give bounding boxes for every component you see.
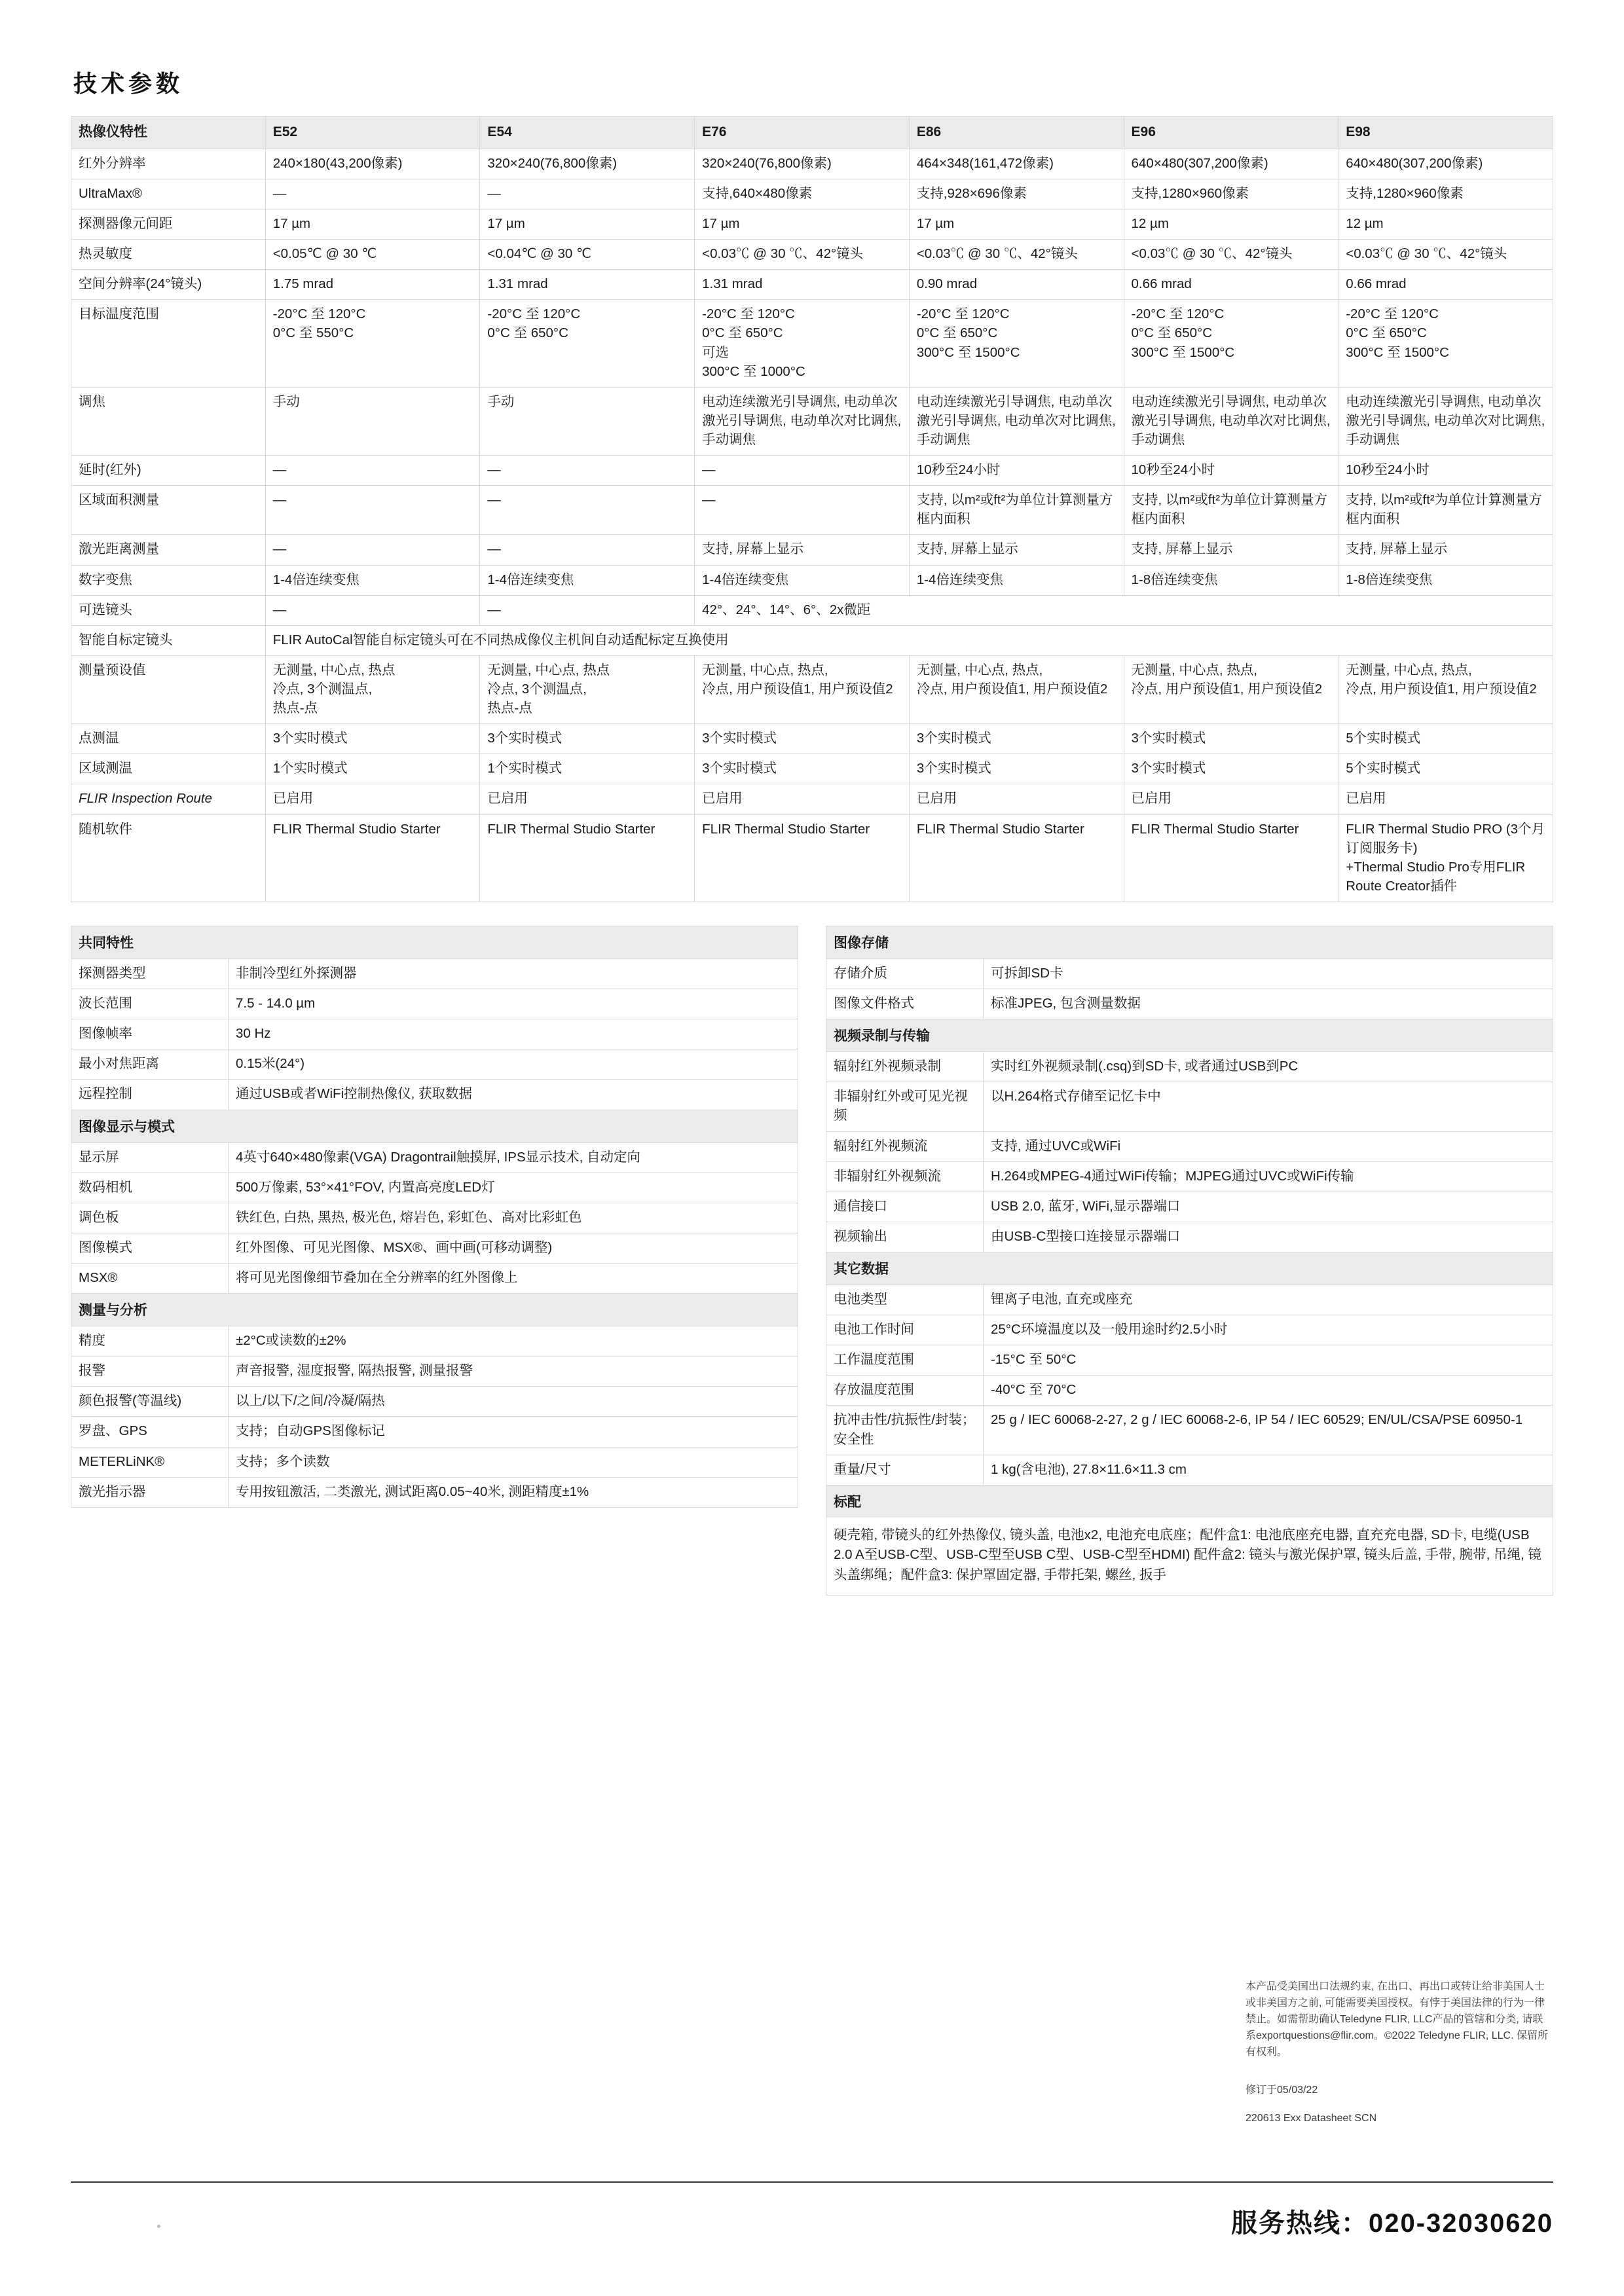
- table-row: [71, 1326, 798, 1357]
- spec-cell: —: [265, 486, 480, 535]
- spec-cell: FLIR Thermal Studio Starter: [909, 814, 1124, 902]
- spec-row: [71, 535, 1553, 565]
- spec-row-label: 空间分辨率(24°镜头): [71, 270, 266, 300]
- spec-cell: 无测量, 中心点, 热点, 冷点, 用户预设值1, 用户预设值2: [909, 655, 1124, 723]
- table-row: [826, 1131, 1553, 1161]
- spec-cell: 240×180(43,200像素): [265, 149, 480, 179]
- spec-cell: 5个实时模式: [1338, 754, 1553, 784]
- row-value: 铁红色, 白热, 黑热, 极光色, 熔岩色, 彩虹色、高对比彩虹色: [229, 1203, 798, 1233]
- row-label: 调色板: [71, 1203, 229, 1233]
- spec-cell: 3个实时模式: [1124, 724, 1338, 754]
- section-table: [826, 958, 1553, 1019]
- row-value: 实时红外视频录制(.csq)到SD卡, 或者通过USB到PC: [984, 1052, 1553, 1082]
- row-value: 7.5 - 14.0 µm: [229, 989, 798, 1019]
- spec-cell: 12 µm: [1124, 210, 1338, 240]
- spec-cell: 320×240(76,800像素): [480, 149, 695, 179]
- row-value: 1 kg(含电池), 27.8×11.6×11.3 cm: [984, 1455, 1553, 1485]
- spec-cell: 无测量, 中心点, 热点, 冷点, 用户预设值1, 用户预设值2: [695, 655, 910, 723]
- spec-cell: 1个实时模式: [480, 754, 695, 784]
- spec-cell: 3个实时模式: [265, 724, 480, 754]
- section-table: [826, 1051, 1553, 1252]
- section-title: 视频录制与传输: [826, 1019, 1553, 1051]
- table-row: [826, 1455, 1553, 1485]
- row-value: 声音报警, 湿度报警, 隔热报警, 测量报警: [229, 1357, 798, 1387]
- table-row: [826, 1345, 1553, 1376]
- spec-row-label: 点测温: [71, 724, 266, 754]
- row-label: 远程控制: [71, 1080, 229, 1110]
- section-title: 共同特性: [71, 926, 798, 958]
- spec-cell: <0.03℃ @ 30 ℃、42°镜头: [1124, 240, 1338, 270]
- spec-cell: 1-8倍连续变焦: [1124, 565, 1338, 595]
- spec-cell: 支持,1280×960像素: [1338, 179, 1553, 209]
- spec-row-label: 区域测温: [71, 754, 266, 784]
- legal-block: [1246, 1979, 1553, 2127]
- spec-cell: 3个实时模式: [695, 754, 910, 784]
- spec-row-label: FLIR Inspection Route: [71, 784, 266, 814]
- row-label: 工作温度范围: [826, 1345, 984, 1376]
- row-value: 将可见光图像细节叠加在全分辨率的红外图像上: [229, 1263, 798, 1293]
- spec-cell: 支持, 屏幕上显示: [695, 535, 910, 565]
- spec-cell: —: [265, 535, 480, 565]
- spec-cell: 支持, 以m²或ft²为单位计算测量方框内面积: [1124, 486, 1338, 535]
- section-title: 测量与分析: [71, 1294, 798, 1326]
- row-label: 存放温度范围: [826, 1376, 984, 1406]
- spec-cell: 手动: [480, 387, 695, 455]
- spec-cell: 支持, 以m²或ft²为单位计算测量方框内面积: [909, 486, 1124, 535]
- table-row: [71, 1203, 798, 1233]
- section-title: 图像显示与模式: [71, 1110, 798, 1142]
- table-row: [71, 1142, 798, 1173]
- table-row: [826, 1082, 1553, 1131]
- spec-cell: —: [265, 456, 480, 486]
- spec-cell: —: [480, 456, 695, 486]
- spec-row-label: 智能自标定镜头: [71, 625, 266, 655]
- row-value: 可拆卸SD卡: [984, 958, 1553, 989]
- spec-cell: 10秒至24小时: [1124, 456, 1338, 486]
- row-value: USB 2.0, 蓝牙, WiFi,显示器端口: [984, 1192, 1553, 1222]
- row-value: 支持, 通过UVC或WiFi: [984, 1131, 1553, 1161]
- spec-cell: 464×348(161,472像素): [909, 149, 1124, 179]
- spec-cell: —: [695, 456, 910, 486]
- spec-table-header-row: [71, 117, 1553, 149]
- row-label: MSX®: [71, 1263, 229, 1293]
- document-code: 220613 Exx Datasheet SCN: [1246, 2113, 1377, 2124]
- table-row: [826, 1161, 1553, 1192]
- spec-cell: 0.66 mrad: [1338, 270, 1553, 300]
- footer-rule: [71, 2181, 1553, 2183]
- spec-row: [71, 625, 1553, 655]
- row-value: 25°C环境温度以及一般用途时约2.5小时: [984, 1315, 1553, 1345]
- table-row: [71, 1019, 798, 1049]
- spec-cell: 1-4倍连续变焦: [265, 565, 480, 595]
- row-value: 25 g / IEC 60068-2-27, 2 g / IEC 60068-2-6, IP 54 / IEC 60529; EN/UL/CSA/PSE 60950-1: [984, 1406, 1553, 1455]
- spec-cell: 640×480(307,200像素): [1338, 149, 1553, 179]
- spec-cell: 无测量, 中心点, 热点 冷点, 3个测温点, 热点-点: [480, 655, 695, 723]
- row-value: 红外图像、可见光图像、MSX®、画中画(可移动调整): [229, 1233, 798, 1263]
- standard-text: 硬壳箱, 带镜头的红外热像仪, 镜头盖, 电池x2, 电池充电底座；配件盒1: 电池底座充电器, 直充充电器, SD卡, 电缆(USB 2.0 A至USB-C型、USB-C型至USB C型、USB-C型至HDMI) 配件盒2: 镜头与激光保护罩, 镜头后盖, 手带, 腕带, 吊绳, 镜头盖绑绳；配件盒3: 保护罩固定器, 手带托架, 螺丝, 扳手: [826, 1518, 1553, 1595]
- spec-cell: 已启用: [480, 784, 695, 814]
- row-label: 抗冲击性/抗振性/封装；安全性: [826, 1406, 984, 1455]
- spec-row-label: UltraMax®: [71, 179, 266, 209]
- spec-cell: 42°、24°、14°、6°、2x微距: [695, 595, 1553, 625]
- table-row: [71, 1049, 798, 1080]
- spec-row-label: 可选镜头: [71, 595, 266, 625]
- spec-header-model-E54: E54: [480, 117, 695, 149]
- spec-cell: FLIR Thermal Studio PRO (3个月订阅服务卡) +Thermal Studio Pro专用FLIR Route Creator插件: [1338, 814, 1553, 902]
- spec-cell: -20°C 至 120°C 0°C 至 650°C: [480, 300, 695, 387]
- row-label: 图像帧率: [71, 1019, 229, 1049]
- spec-cell: 支持, 以m²或ft²为单位计算测量方框内面积: [1338, 486, 1553, 535]
- spec-row: [71, 270, 1553, 300]
- table-row: [71, 1233, 798, 1263]
- spec-cell: —: [480, 595, 695, 625]
- spec-cell: 17 µm: [265, 210, 480, 240]
- table-row: [71, 958, 798, 989]
- spec-cell: 320×240(76,800像素): [695, 149, 910, 179]
- spec-cell: 1-8倍连续变焦: [1338, 565, 1553, 595]
- lower-columns: [71, 926, 1553, 1595]
- section-title: 图像存储: [826, 926, 1553, 958]
- spec-cell: 支持,640×480像素: [695, 179, 910, 209]
- spec-row-label: 热灵敏度: [71, 240, 266, 270]
- spec-cell: <0.03℃ @ 30 ℃、42°镜头: [1338, 240, 1553, 270]
- left-column: [71, 926, 798, 1595]
- spec-cell: 已启用: [1124, 784, 1338, 814]
- row-value: -15°C 至 50°C: [984, 1345, 1553, 1376]
- spec-row-label: 探测器像元间距: [71, 210, 266, 240]
- row-value: -40°C 至 70°C: [984, 1376, 1553, 1406]
- spec-cell: 支持, 屏幕上显示: [1338, 535, 1553, 565]
- service-hotline: 服务热线：020-32030620: [1230, 2209, 1553, 2238]
- spec-row: [71, 565, 1553, 595]
- spec-row-label: 数字变焦: [71, 565, 266, 595]
- spec-cell: <0.04℃ @ 30 ℃: [480, 240, 695, 270]
- spec-row: [71, 595, 1553, 625]
- row-label: 通信接口: [826, 1192, 984, 1222]
- row-label: 辐射红外视频录制: [826, 1052, 984, 1082]
- table-row: [71, 1447, 798, 1477]
- row-label: 颜色报警(等温线): [71, 1387, 229, 1417]
- spec-cell: 无测量, 中心点, 热点, 冷点, 用户预设值1, 用户预设值2: [1338, 655, 1553, 723]
- section-title: 其它数据: [826, 1252, 1553, 1285]
- row-value: 锂离子电池, 直充或座充: [984, 1285, 1553, 1315]
- spec-header-model-E86: E86: [909, 117, 1124, 149]
- row-value: H.264或MPEG-4通过WiFi传输；MJPEG通过UVC或WiFi传输: [984, 1161, 1553, 1192]
- row-label: 显示屏: [71, 1142, 229, 1173]
- spec-row-label: 随机软件: [71, 814, 266, 902]
- row-label: 数码相机: [71, 1173, 229, 1203]
- spec-cell: -20°C 至 120°C 0°C 至 650°C 300°C 至 1500°C: [1338, 300, 1553, 387]
- spec-cell: 无测量, 中心点, 热点 冷点, 3个测温点, 热点-点: [265, 655, 480, 723]
- spec-row-label: 测量预设值: [71, 655, 266, 723]
- row-value: 0.15米(24°): [229, 1049, 798, 1080]
- spec-header-model-E52: E52: [265, 117, 480, 149]
- spec-cell: 已启用: [695, 784, 910, 814]
- spec-cell: 1.31 mrad: [695, 270, 910, 300]
- spec-cell: 已启用: [265, 784, 480, 814]
- row-value: 500万像素, 53°×41°FOV, 内置高亮度LED灯: [229, 1173, 798, 1203]
- spec-cell: 0.66 mrad: [1124, 270, 1338, 300]
- spec-row-label: 红外分辨率: [71, 149, 266, 179]
- row-value: 非制冷型红外探测器: [229, 958, 798, 989]
- spec-cell: 3个实时模式: [909, 724, 1124, 754]
- spec-row-label: 区域面积测量: [71, 486, 266, 535]
- spec-cell: <0.05℃ @ 30 ℃: [265, 240, 480, 270]
- spec-cell: 已启用: [909, 784, 1124, 814]
- row-value: 以上/以下/之间/冷凝/隔热: [229, 1387, 798, 1417]
- table-row: [826, 989, 1553, 1019]
- legal-text: 本产品受美国出口法规约束, 在出口、再出口或转让给非美国人士或非美国方之前, 可能需要美国授权。有悖于美国法律的行为一律禁止。如需帮助确认Teledyne FLIR, LLC产品的管辖和分类, 请联系exportquestions@flir.com。©2022 Teledyne FLIR, LLC. 保留所有权利。: [1246, 1981, 1549, 2058]
- spec-header-model-E98: E98: [1338, 117, 1553, 149]
- row-label: 最小对焦距离: [71, 1049, 229, 1080]
- spec-row: [71, 210, 1553, 240]
- row-value: 标准JPEG, 包含测量数据: [984, 989, 1553, 1019]
- row-label: 图像模式: [71, 1233, 229, 1263]
- footer-dot: [157, 2225, 160, 2228]
- spec-row-label: 延时(红外): [71, 456, 266, 486]
- spec-cell: FLIR Thermal Studio Starter: [1124, 814, 1338, 902]
- spec-cell: FLIR AutoCal智能自标定镜头可在不同热成像仪主机间自动适配标定互换使用: [265, 625, 1553, 655]
- spec-cell: <0.03℃ @ 30 ℃、42°镜头: [909, 240, 1124, 270]
- row-value: 30 Hz: [229, 1019, 798, 1049]
- section-table: [826, 1285, 1553, 1485]
- table-row: [71, 1263, 798, 1293]
- table-row: [826, 1315, 1553, 1345]
- spec-row: [71, 486, 1553, 535]
- spec-header-feature: 热像仪特性: [71, 117, 266, 149]
- row-label: 存储介质: [826, 958, 984, 989]
- spec-cell: 1-4倍连续变焦: [695, 565, 910, 595]
- row-label: 非辐射红外或可见光视频: [826, 1082, 984, 1131]
- row-label: 波长范围: [71, 989, 229, 1019]
- row-value: 由USB-C型接口连接显示器端口: [984, 1222, 1553, 1252]
- spec-row: [71, 300, 1553, 387]
- row-value: 以H.264格式存储至记忆卡中: [984, 1082, 1553, 1131]
- spec-row-label: 调焦: [71, 387, 266, 455]
- row-label: 电池类型: [826, 1285, 984, 1315]
- spec-cell: 1.31 mrad: [480, 270, 695, 300]
- camera-spec-table: [71, 116, 1553, 902]
- row-label: 非辐射红外视频流: [826, 1161, 984, 1192]
- section-table: [71, 1142, 798, 1294]
- spec-table-body: [71, 149, 1553, 902]
- row-value: 专用按钮激活, 二类激光, 测试距离0.05~40米, 测距精度±1%: [229, 1477, 798, 1507]
- row-label: 图像文件格式: [826, 989, 984, 1019]
- spec-cell: 1-4倍连续变焦: [909, 565, 1124, 595]
- spec-row: [71, 814, 1553, 902]
- row-label: 激光指示器: [71, 1477, 229, 1507]
- spec-cell: FLIR Thermal Studio Starter: [265, 814, 480, 902]
- row-label: 罗盘、GPS: [71, 1417, 229, 1447]
- spec-header-model-E96: E96: [1124, 117, 1338, 149]
- right-column: [826, 926, 1553, 1595]
- spec-row: [71, 387, 1553, 455]
- spec-cell: 已启用: [1338, 784, 1553, 814]
- page-title: 技术参数: [73, 70, 184, 97]
- spec-cell: 1个实时模式: [265, 754, 480, 784]
- table-row: [71, 989, 798, 1019]
- spec-row: [71, 179, 1553, 209]
- row-value: 通过USB或者WiFi控制热像仪, 获取数据: [229, 1080, 798, 1110]
- table-row: [71, 1477, 798, 1507]
- spec-cell: —: [480, 535, 695, 565]
- spec-cell: 10秒至24小时: [909, 456, 1124, 486]
- spec-cell: 无测量, 中心点, 热点, 冷点, 用户预设值1, 用户预设值2: [1124, 655, 1338, 723]
- spec-row-label: 目标温度范围: [71, 300, 266, 387]
- revision-date: 修订于05/03/22: [1246, 2085, 1318, 2096]
- table-row: [826, 1376, 1553, 1406]
- spec-row: [71, 784, 1553, 814]
- row-value: 支持；多个读数: [229, 1447, 798, 1477]
- page-footer: [71, 1981, 1553, 2240]
- spec-cell: 支持, 屏幕上显示: [909, 535, 1124, 565]
- spec-cell: 17 µm: [480, 210, 695, 240]
- spec-cell: <0.03℃ @ 30 ℃、42°镜头: [695, 240, 910, 270]
- table-row: [71, 1080, 798, 1110]
- spec-header-model-E76: E76: [695, 117, 910, 149]
- spec-row-label: 激光距离测量: [71, 535, 266, 565]
- spec-cell: —: [480, 486, 695, 535]
- spec-cell: —: [480, 179, 695, 209]
- spec-row: [71, 724, 1553, 754]
- table-row: [826, 1222, 1553, 1252]
- spec-cell: 支持,928×696像素: [909, 179, 1124, 209]
- table-row: [71, 1173, 798, 1203]
- spec-row: [71, 456, 1553, 486]
- spec-cell: —: [265, 595, 480, 625]
- row-label: METERLiNK®: [71, 1447, 229, 1477]
- standard-title: 标配: [826, 1485, 1553, 1518]
- spec-cell: 17 µm: [695, 210, 910, 240]
- table-row: [826, 1285, 1553, 1315]
- row-label: 电池工作时间: [826, 1315, 984, 1345]
- row-label: 探测器类型: [71, 958, 229, 989]
- spec-cell: 1-4倍连续变焦: [480, 565, 695, 595]
- row-value: 4英寸640×480像素(VGA) Dragontrail触摸屏, IPS显示技术, 自动定向: [229, 1142, 798, 1173]
- row-value: ±2°C或读数的±2%: [229, 1326, 798, 1357]
- spec-cell: 电动连续激光引导调焦, 电动单次激光引导调焦, 电动单次对比调焦, 手动调焦: [909, 387, 1124, 455]
- spec-cell: 3个实时模式: [909, 754, 1124, 784]
- row-label: 精度: [71, 1326, 229, 1357]
- spec-cell: 3个实时模式: [1124, 754, 1338, 784]
- spec-cell: 支持, 屏幕上显示: [1124, 535, 1338, 565]
- spec-cell: -20°C 至 120°C 0°C 至 550°C: [265, 300, 480, 387]
- spec-cell: 17 µm: [909, 210, 1124, 240]
- table-row: [826, 1052, 1553, 1082]
- spec-cell: 10秒至24小时: [1338, 456, 1553, 486]
- spec-cell: 3个实时模式: [695, 724, 910, 754]
- spec-cell: 电动连续激光引导调焦, 电动单次激光引导调焦, 电动单次对比调焦, 手动调焦: [695, 387, 910, 455]
- spec-cell: 5个实时模式: [1338, 724, 1553, 754]
- spec-row: [71, 655, 1553, 723]
- spec-cell: -20°C 至 120°C 0°C 至 650°C 300°C 至 1500°C: [1124, 300, 1338, 387]
- row-label: 报警: [71, 1357, 229, 1387]
- spec-cell: 3个实时模式: [480, 724, 695, 754]
- table-row: [71, 1417, 798, 1447]
- spec-cell: FLIR Thermal Studio Starter: [695, 814, 910, 902]
- spec-cell: —: [265, 179, 480, 209]
- spec-cell: 支持,1280×960像素: [1124, 179, 1338, 209]
- spec-cell: 电动连续激光引导调焦, 电动单次激光引导调焦, 电动单次对比调焦, 手动调焦: [1338, 387, 1553, 455]
- spec-cell: 1.75 mrad: [265, 270, 480, 300]
- spec-cell: -20°C 至 120°C 0°C 至 650°C 300°C 至 1500°C: [909, 300, 1124, 387]
- spec-cell: FLIR Thermal Studio Starter: [480, 814, 695, 902]
- spec-cell: -20°C 至 120°C 0°C 至 650°C 可选 300°C 至 1000°C: [695, 300, 910, 387]
- table-row: [826, 1192, 1553, 1222]
- table-row: [71, 1357, 798, 1387]
- spec-row: [71, 240, 1553, 270]
- spec-cell: 12 µm: [1338, 210, 1553, 240]
- table-row: [71, 1387, 798, 1417]
- table-row: [826, 958, 1553, 989]
- spec-cell: 手动: [265, 387, 480, 455]
- row-label: 辐射红外视频流: [826, 1131, 984, 1161]
- spec-cell: 电动连续激光引导调焦, 电动单次激光引导调焦, 电动单次对比调焦, 手动调焦: [1124, 387, 1338, 455]
- row-label: 重量/尺寸: [826, 1455, 984, 1485]
- spec-row: [71, 149, 1553, 179]
- spec-cell: 640×480(307,200像素): [1124, 149, 1338, 179]
- row-label: 视频输出: [826, 1222, 984, 1252]
- section-table: [71, 958, 798, 1110]
- spec-row: [71, 754, 1553, 784]
- table-row: [826, 1406, 1553, 1455]
- section-table: [71, 1326, 798, 1508]
- spec-cell: 0.90 mrad: [909, 270, 1124, 300]
- spec-cell: —: [695, 486, 910, 535]
- row-value: 支持；自动GPS图像标记: [229, 1417, 798, 1447]
